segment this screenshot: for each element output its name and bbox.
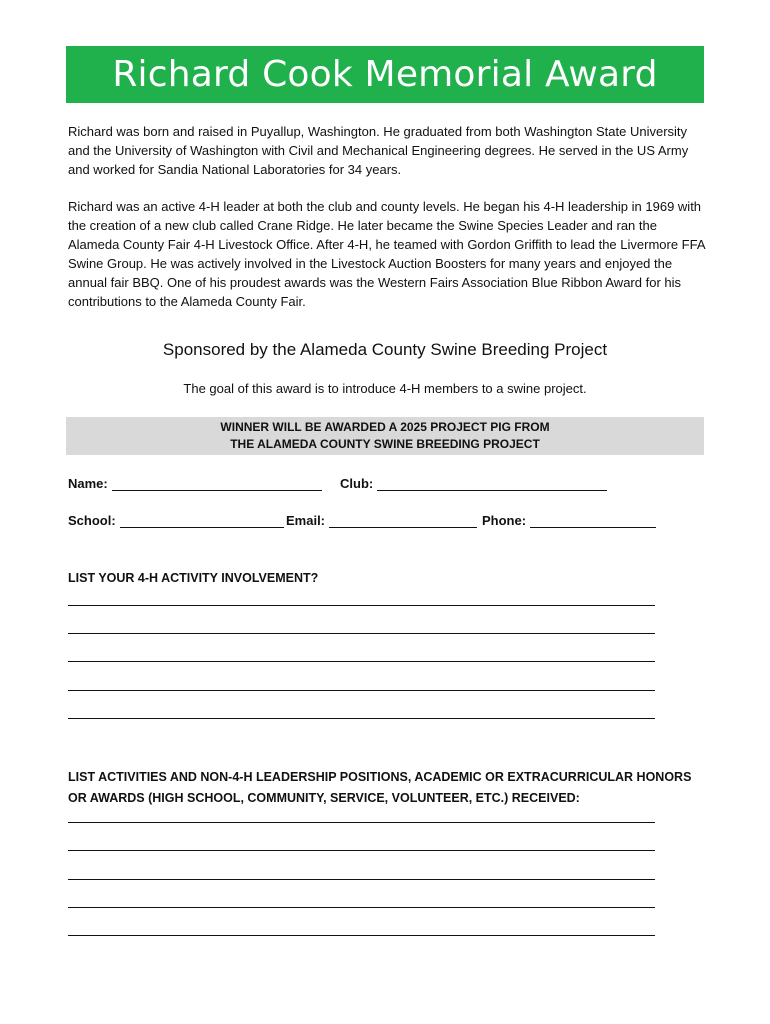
email-input-line[interactable] <box>329 514 477 528</box>
activity-write-line[interactable] <box>68 661 655 662</box>
club-label: Club: <box>340 476 374 491</box>
name-field[interactable] <box>68 476 322 491</box>
goal-text: The goal of this award is to introduce 4-H members to a swine project. <box>183 381 587 396</box>
name-label: Name: <box>68 476 108 491</box>
email-field[interactable] <box>286 513 477 528</box>
club-input-line[interactable] <box>377 477 607 491</box>
activity-involvement-label: LIST YOUR 4-H ACTIVITY INVOLVEMENT? <box>68 571 319 585</box>
name-input-line[interactable] <box>112 477 322 491</box>
phone-field[interactable] <box>482 513 656 528</box>
school-input-line[interactable] <box>120 514 284 528</box>
honors-write-line[interactable] <box>68 850 655 851</box>
activity-write-line[interactable] <box>68 633 655 634</box>
school-label: School: <box>68 513 116 528</box>
activity-write-line[interactable] <box>68 605 655 606</box>
honors-write-line[interactable] <box>68 879 655 880</box>
winner-line-2: THE ALAMEDA COUNTY SWINE BREEDING PROJECT <box>230 437 540 451</box>
email-label: Email: <box>286 513 326 528</box>
school-field[interactable] <box>68 513 284 528</box>
phone-label: Phone: <box>482 513 527 528</box>
phone-input-line[interactable] <box>530 514 656 528</box>
winner-banner <box>66 417 704 455</box>
club-field[interactable] <box>340 476 607 491</box>
page-title: Richard Cook Memorial Award <box>112 54 658 95</box>
bio-paragraph-2: Richard was an active 4-H leader at both the club and county levels. He began his 4-H leadership in 1969 with the creation of a new club called Crane Ridge. He later became the Swine Species Leader and ran the Alameda County Fair 4-H Livestock Office. After 4-H, he teamed with Gordon Griffith to lead the Livermore FFA Swine Group. He was actively involved in the Livestock Auction Boosters for many years and enjoyed the annual fair BBQ. One of his proudest awards was the Western Fairs Association Blue Ribbon Award for his contributions to the Alameda County Fair. <box>68 199 705 309</box>
honors-awards-label: LIST ACTIVITIES AND NON-4-H LEADERSHIP POSITIONS, ACADEMIC OR EXTRACURRICULAR HONORS OR AWARDS (HIGH SCHOOL, COMMUNITY, SERVICE, VOLUNTEER, ETC.) RECEIVED: <box>68 770 692 805</box>
honors-write-line[interactable] <box>68 822 655 823</box>
honors-write-line[interactable] <box>68 907 655 908</box>
bio-paragraph-1: Richard was born and raised in Puyallup, Washington. He graduated from both Washington State University and the University of Washington with Civil and Mechanical Engineering degrees. He served in the US Army and worked for Sandia National Laboratories for 34 years. <box>68 124 689 177</box>
activity-write-line[interactable] <box>68 690 655 691</box>
activity-write-line[interactable] <box>68 718 655 719</box>
title-banner <box>66 46 704 103</box>
winner-line-1: WINNER WILL BE AWARDED A 2025 PROJECT PIG FROM <box>220 420 550 434</box>
sponsor-heading: Sponsored by the Alameda County Swine Breeding Project <box>162 340 608 359</box>
honors-write-line[interactable] <box>68 935 655 936</box>
